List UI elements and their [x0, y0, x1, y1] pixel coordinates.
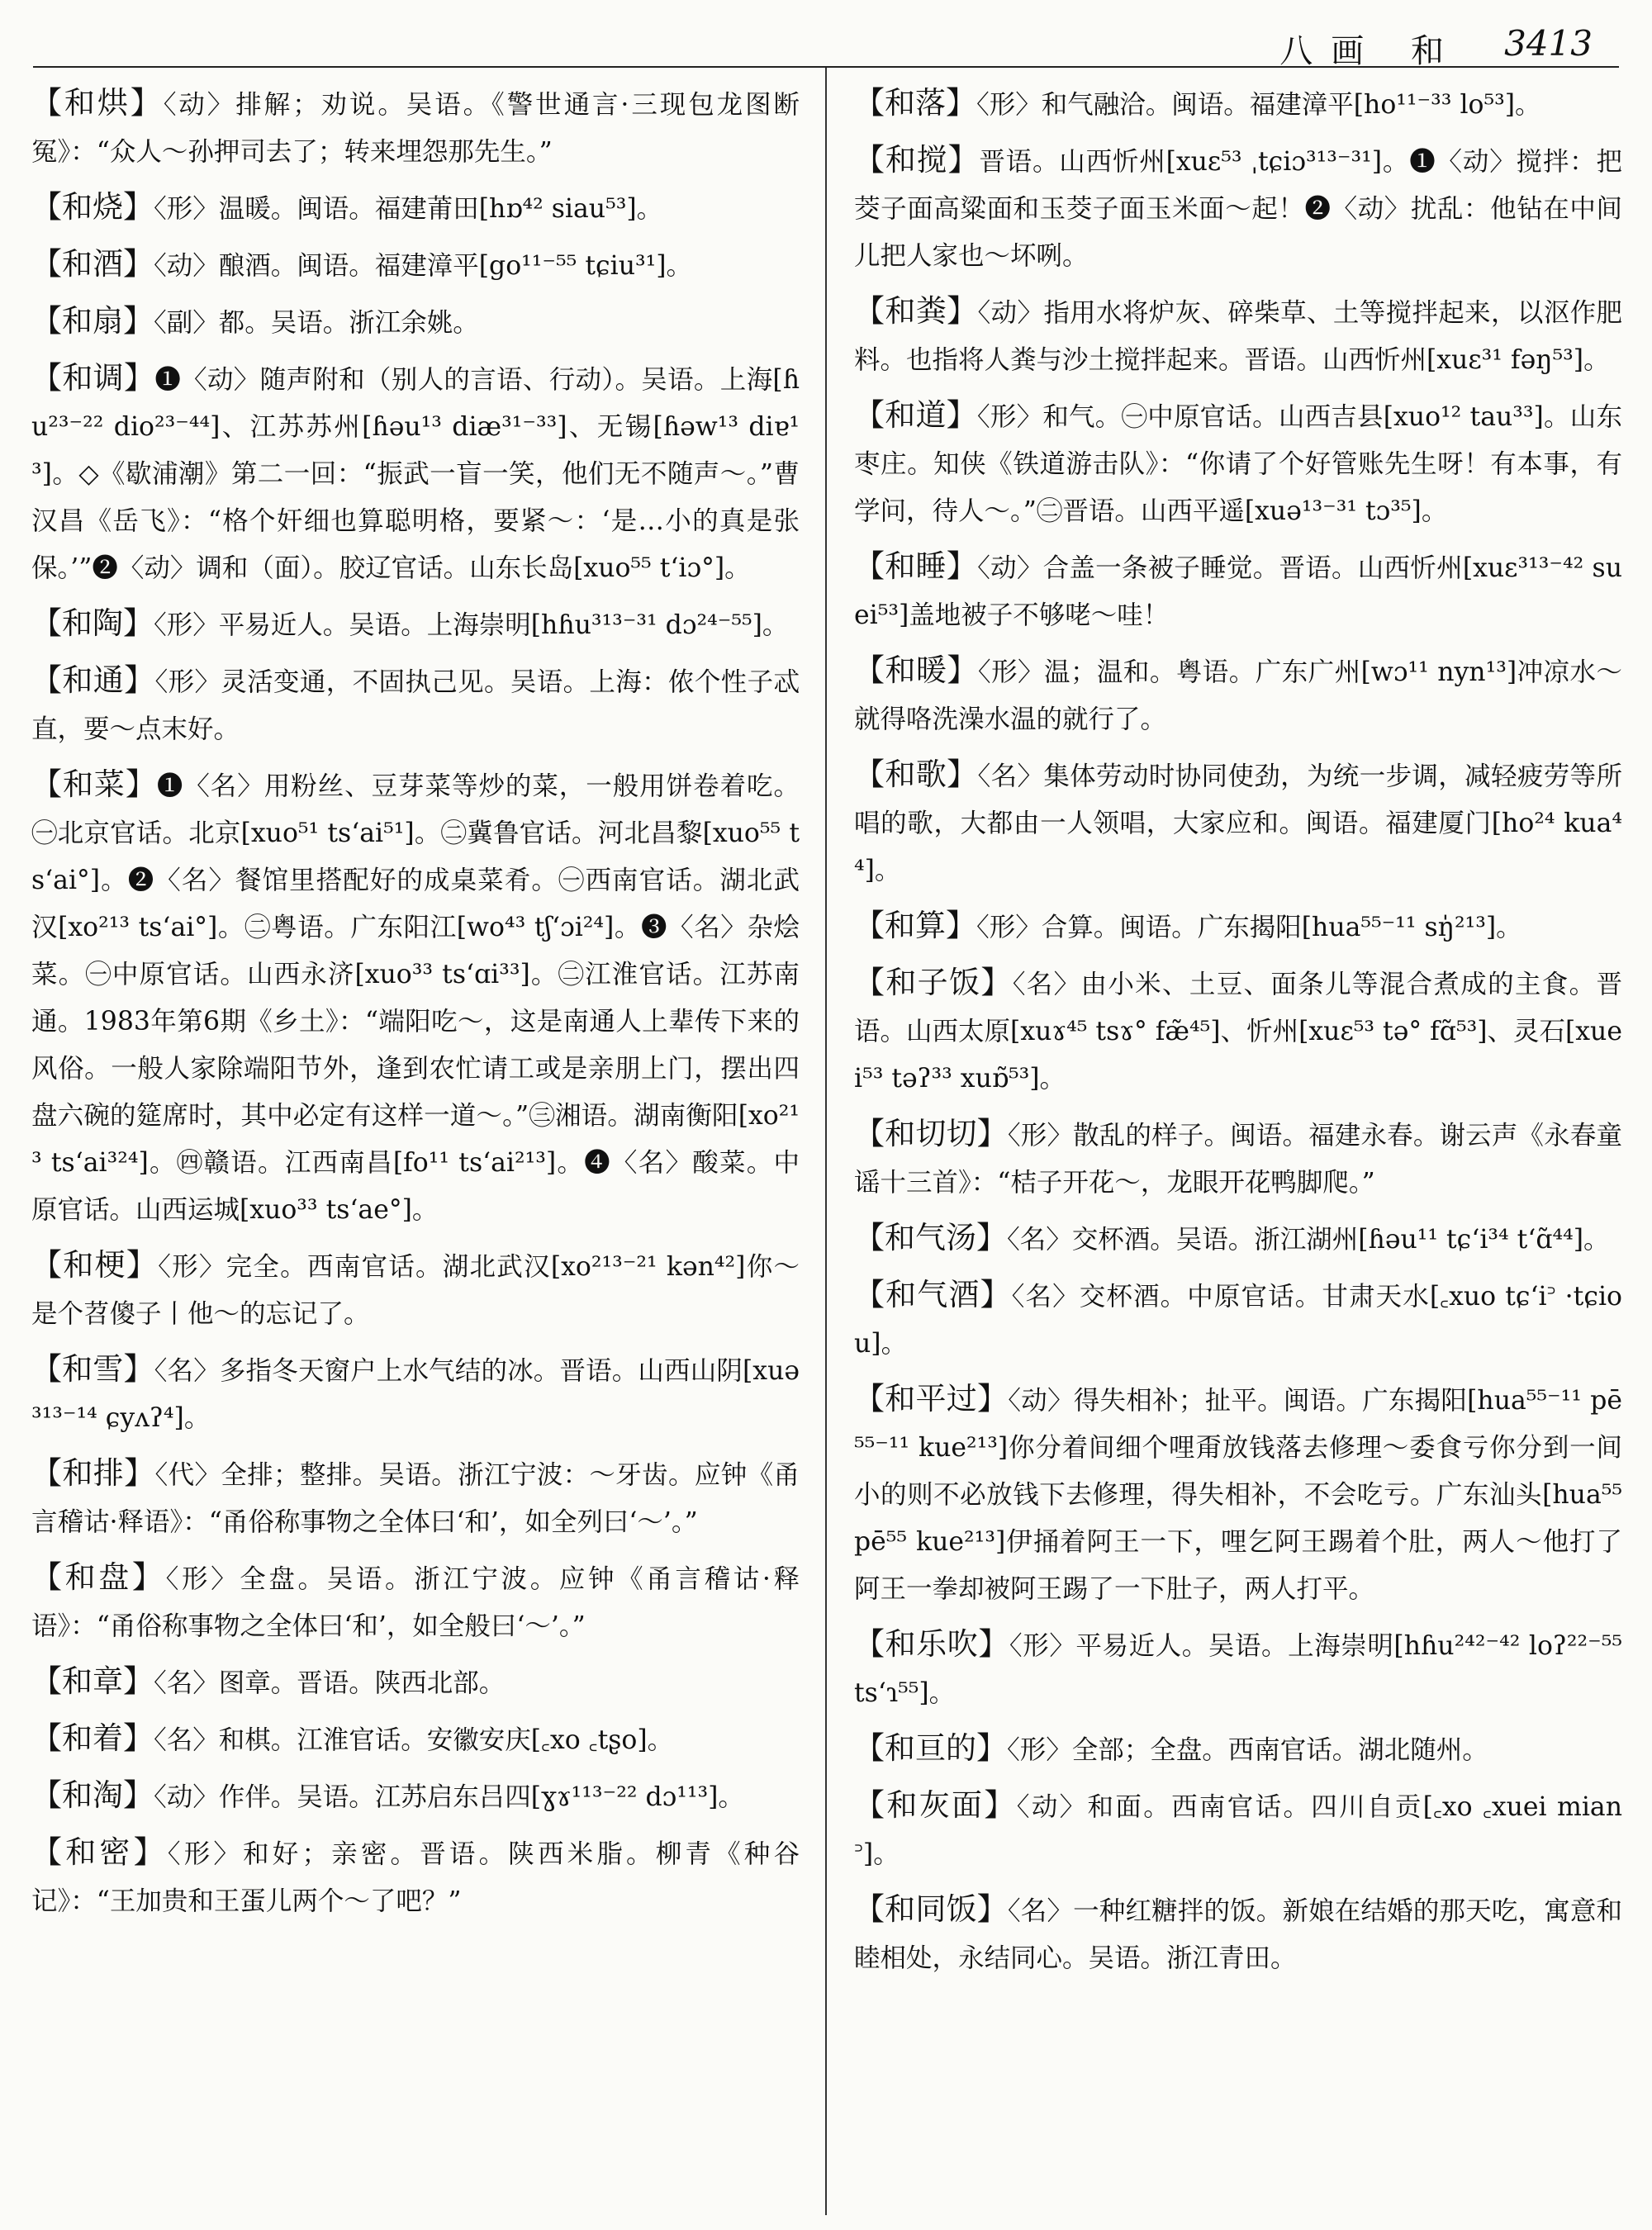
entry-headword: 【和雪】: [31, 1351, 154, 1387]
dictionary-entry: [31, 1829, 800, 1925]
entry-headword: 【和章】: [31, 1663, 154, 1699]
dictionary-entry: [854, 751, 1622, 894]
entry-headword: 【和通】: [31, 662, 155, 698]
entry-definition: 〈形〉平易近人。吴语。上海崇明[hɦu³¹³⁻³¹ dɔ²⁴⁻⁵⁵]。: [154, 610, 789, 640]
dictionary-entry: [31, 761, 800, 1234]
section-title: 八画 和: [1279, 32, 1462, 70]
entry-headword: 【和盘】: [31, 1559, 166, 1595]
entry-headword: 【和菜】: [31, 766, 157, 802]
entry-definition: 〈名〉交杯酒。吴语。浙江湖州[ɦəu¹¹ tɕʻi³⁴ tʻɑ̃⁴⁴]。: [1007, 1225, 1610, 1255]
dictionary-entry: [854, 1620, 1622, 1717]
left-column: [31, 79, 800, 2218]
entry-definition: 〈名〉和棋。江淮官话。安徽安庆[꜀xo ꜀tʂo]。: [154, 1725, 674, 1755]
dictionary-entry: [31, 297, 800, 347]
entry-definition: 〈名〉一种红糖拌的饭。新娘在结婚的那天吃，寓意和睦相处，永结同心。吴语。浙江青田。: [854, 1896, 1622, 1973]
entry-headword: 【和子饭】: [854, 965, 1013, 1000]
entry-headword: 【和歌】: [854, 757, 978, 792]
dictionary-entry: [854, 647, 1622, 743]
dictionary-entry: [31, 354, 800, 592]
column-divider: [825, 68, 827, 2215]
entry-headword: 【和气酒】: [854, 1277, 1012, 1312]
entry-definition: ❶〈动〉随声附和（别人的言语、行动）。吴语。上海[ɦu²³⁻²² dio²³⁻⁴⁴]、江苏苏州[ɦəu¹³ diæ³¹⁻³³]、无锡[ɦəw¹³ diɐ¹³]。◇《歇浦潮》第二一回：“振武一盲一笑，他们无不随声～。”曹汉昌《岳飞》：“格个奸细也算聪明格，要紧～：‘是…小的真是张保。’”❷〈动〉调和（面）。胶辽官话。山东长岛[xuo⁵⁵ tʻiɔ°]。: [31, 365, 800, 583]
entry-definition: 〈动〉酿酒。闽语。福建漳平[go¹¹⁻⁵⁵ tɕiu³¹]。: [154, 251, 693, 281]
entry-headword: 【和陶】: [31, 605, 154, 641]
dictionary-entry: [854, 543, 1622, 639]
page-number: 3413: [1504, 23, 1593, 64]
dictionary-entry: [31, 183, 800, 233]
right-column: [854, 79, 1622, 2218]
entry-headword: 【和气汤】: [854, 1220, 1007, 1255]
dictionary-entry: [31, 1241, 800, 1338]
entry-headword: 【和粪】: [854, 293, 978, 329]
entry-definition: 〈动〉排解；劝说。吴语。《警世通言·三现包龙图断冤》：“众人～孙押司去了；转来埋怨那先生。”: [31, 90, 800, 167]
dictionary-entry: [854, 1110, 1622, 1207]
dictionary-entry: [31, 1554, 800, 1650]
dictionary-entry: [854, 391, 1622, 535]
dictionary-entry: [854, 287, 1622, 384]
entry-headword: 【和着】: [31, 1720, 154, 1756]
entry-definition: ❶〈名〉用粉丝、豆芽菜等炒的菜，一般用饼卷着吃。㊀北京官话。北京[xuo⁵¹ tsʻai⁵¹]。㊁冀鲁官话。河北昌黎[xuo⁵⁵ tsʻai°]。❷〈名〉餐馆里搭配好的成桌菜肴。㊀西南官话。湖北武汉[xo²¹³ tsʻai°]。㊁粤语。广东阳江[wo⁴³ tʃʻɔi²⁴]。❸〈名〉杂烩菜。㊀中原官话。山西永济[xuo³³ tsʻɑi³³]。㊁江淮官话。江苏南通。1983年第6期《乡土》：“端阳吃～，这是南通人上辈传下来的风俗。一般人家除端阳节外，逢到农忙请工或是亲朋上门，摆出四盘六碗的筵席时，其中必定有这样一道～。”㊂湘语。湖南衡阳[xo²¹³ tsʻai³²⁴]。㊃赣语。江西南昌[fo¹¹ tsʻai²¹³]。❹〈名〉酸菜。中原官话。山西运城[xuo³³ tsʻae°]。: [31, 771, 800, 1225]
dictionary-entry: [854, 1214, 1622, 1264]
entry-definition: 〈动〉作伴。吴语。江苏启东吕四[ɣɤ¹¹³⁻²² dɔ¹¹³]。: [154, 1782, 744, 1812]
dictionary-entry: [31, 79, 800, 176]
entry-definition: 〈名〉集体劳动时协同使劲，为统一步调，减轻疲劳等所唱的歌，大都由一人领唱，大家应和。闽语。福建厦门[ho²⁴ kua⁴⁴]。: [854, 762, 1622, 885]
entry-headword: 【和扇】: [31, 303, 154, 339]
entry-headword: 【和密】: [31, 1834, 168, 1870]
dictionary-entry: [854, 959, 1622, 1103]
entry-headword: 【和睡】: [854, 548, 978, 584]
entry-headword: 【和搅】: [854, 142, 980, 178]
entry-definition: 〈副〉都。吴语。浙江余姚。: [154, 308, 479, 338]
entry-definition: 〈形〉合算。闽语。广东揭阳[hua⁵⁵⁻¹¹ sŋ̍²¹³]。: [976, 913, 1522, 942]
entry-definition: 〈动〉合盖一条被子睡觉。晋语。山西忻州[xuɛ³¹³⁻⁴² suei⁵³]盖地被子不够咾～哇！: [854, 553, 1622, 630]
entry-headword: 【和梗】: [31, 1247, 159, 1283]
entry-definition: 〈动〉得失相补；扯平。闽语。广东揭阳[hua⁵⁵⁻¹¹ pē⁵⁵⁻¹¹ kue²¹³]你分着间细个哩甭放钱落去修理～委食亏你分到一间小的则不必放钱下去修理，得失相补，不会吃亏。广东汕头[hua⁵⁵ pē⁵⁵ kue²¹³]伊捅着阿王一下，哩乞阿王踢着个肚，两人～他打了阿王一拳却被阿王踢了一下肚子，两人打平。: [854, 1386, 1622, 1604]
entry-headword: 【和亘的】: [854, 1730, 1007, 1766]
entry-headword: 【和淘】: [31, 1777, 154, 1813]
entry-definition: 〈名〉图章。晋语。陕西北部。: [154, 1668, 506, 1698]
entry-definition: 〈形〉平易近人。吴语。上海崇明[hɦu²⁴²⁻⁴² loʔ²²⁻⁵⁵ tsʻɿ⁵⁵]。: [854, 1631, 1622, 1708]
entry-definition: 〈名〉由小米、土豆、面条儿等混合煮成的主食。晋语。山西太原[xuɤ⁴⁵ tsɤ° fæ̃⁴⁵]、忻州[xuɛ⁵³ tə° fɑ̃⁵³]、灵石[xuei⁵³ təʔ³³ xuɒ̃⁵³]。: [854, 970, 1622, 1094]
entry-definition: 〈代〉全排；整排。吴语。浙江宁波：～牙齿。应钟《甬言稽诂·释语》：“甬俗称事物之全体曰‘和’，如全列曰‘～’。”: [31, 1460, 800, 1537]
entry-headword: 【和落】: [854, 85, 976, 121]
entry-headword: 【和平过】: [854, 1381, 1009, 1416]
dictionary-entry: [854, 902, 1622, 951]
dictionary-entry: [854, 1886, 1622, 1982]
entry-headword: 【和烘】: [31, 85, 164, 121]
entry-definition: 〈形〉完全。西南官话。湖北武汉[xo²¹³⁻²¹ kən⁴²]你～是个苕傻子丨他～的忘记了。: [31, 1252, 800, 1329]
dictionary-entry: [31, 1345, 800, 1442]
dictionary-entry: [31, 1450, 800, 1546]
dictionary-entry: [854, 1782, 1622, 1878]
entry-headword: 【和算】: [854, 908, 976, 943]
entry-headword: 【和调】: [31, 360, 155, 396]
dictionary-entry: [854, 1725, 1622, 1774]
entry-headword: 【和切切】: [854, 1116, 1008, 1151]
entry-definition: 〈形〉温；温和。粤语。广东广州[wɔ¹¹ nyn¹³]冲凉水～就得咯洗澡水温的就行了。: [854, 657, 1622, 734]
dictionary-entry: [31, 1715, 800, 1764]
dictionary-entry: [854, 79, 1622, 129]
entry-definition: 〈形〉灵活变通，不固执己见。吴语。上海：侬个性子忒直，要～点末好。: [31, 667, 800, 744]
entry-definition: 〈名〉多指冬天窗户上水气结的冰。晋语。山西山阴[xuə³¹³⁻¹⁴ ɕyʌʔ⁴]。: [31, 1356, 800, 1433]
entry-definition: 〈形〉散乱的样子。闽语。福建永春。谢云声《永春童谣十三首》：“桔子开花～，龙眼开花鸭脚爬。”: [854, 1121, 1622, 1198]
page-header: [33, 12, 1619, 68]
entry-headword: 【和排】: [31, 1455, 155, 1491]
dictionary-entry: [854, 1375, 1622, 1613]
dictionary-entry: [31, 657, 800, 753]
entry-definition: 〈动〉和面。西南官话。四川自贡[꜀xo ꜀xuei mian꜄]。: [854, 1792, 1622, 1869]
dictionary-entry: [31, 600, 800, 649]
dictionary-entry: [854, 1271, 1622, 1368]
entry-headword: 【和灰面】: [854, 1787, 1017, 1823]
entry-headword: 【和乐吹】: [854, 1626, 1009, 1662]
entry-headword: 【和暖】: [854, 652, 978, 688]
entry-definition: 〈名〉交杯酒。中原官话。甘肃天水[꜀xuo tɕʻi꜄ ·tɕiou]。: [854, 1282, 1622, 1359]
entry-definition: 〈形〉和气。㊀中原官话。山西吉县[xuo¹² tau³³]。山东枣庄。知侠《铁道游击队》：“你请了个好管账先生呀！有本事，有学问，待人～。”㊁晋语。山西平遥[xuə¹³⁻³¹ tɔ³⁵]。: [854, 402, 1622, 526]
entry-headword: 【和酒】: [31, 246, 154, 282]
entry-definition: 〈动〉指用水将炉灰、碎柴草、土等搅拌起来，以沤作肥料。也指将人粪与沙土搅拌起来。晋语。山西忻州[xuɛ³¹ fəŋ⁵³]。: [854, 298, 1622, 375]
entry-headword: 【和烧】: [31, 189, 154, 225]
dictionary-entry: [31, 1772, 800, 1821]
entry-definition: 〈形〉和好；亲密。晋语。陕西米脂。柳青《种谷记》：“王加贵和王蛋儿两个～了吧？”: [31, 1839, 800, 1916]
entry-definition: 〈形〉全盘。吴语。浙江宁波。应钟《甬言稽诂·释语》：“甬俗称事物之全体曰‘和’，如全般曰‘～’。”: [31, 1564, 800, 1641]
entry-definition: 〈形〉和气融洽。闽语。福建漳平[ho¹¹⁻³³ lo⁵³]。: [976, 90, 1541, 120]
entry-definition: 〈形〉温暖。闽语。福建莆田[hɒ⁴² siau⁵³]。: [154, 194, 663, 224]
dictionary-entry: [31, 240, 800, 290]
dictionary-entry: [31, 1658, 800, 1707]
entry-definition: 〈形〉全部；全盘。西南官话。湖北随州。: [1007, 1735, 1488, 1765]
dictionary-entry: [854, 136, 1622, 280]
entry-headword: 【和道】: [854, 397, 977, 433]
entry-definition: 晋语。山西忻州[xuɛ⁵³ ˌtɕiɔ³¹³⁻³¹]。❶〈动〉搅拌：把茭子面高粱面和玉茭子面玉米面～起！❷〈动〉扰乱：他钻在中间儿把人家也～坏咧。: [854, 147, 1622, 271]
entry-headword: 【和同饭】: [854, 1891, 1008, 1927]
